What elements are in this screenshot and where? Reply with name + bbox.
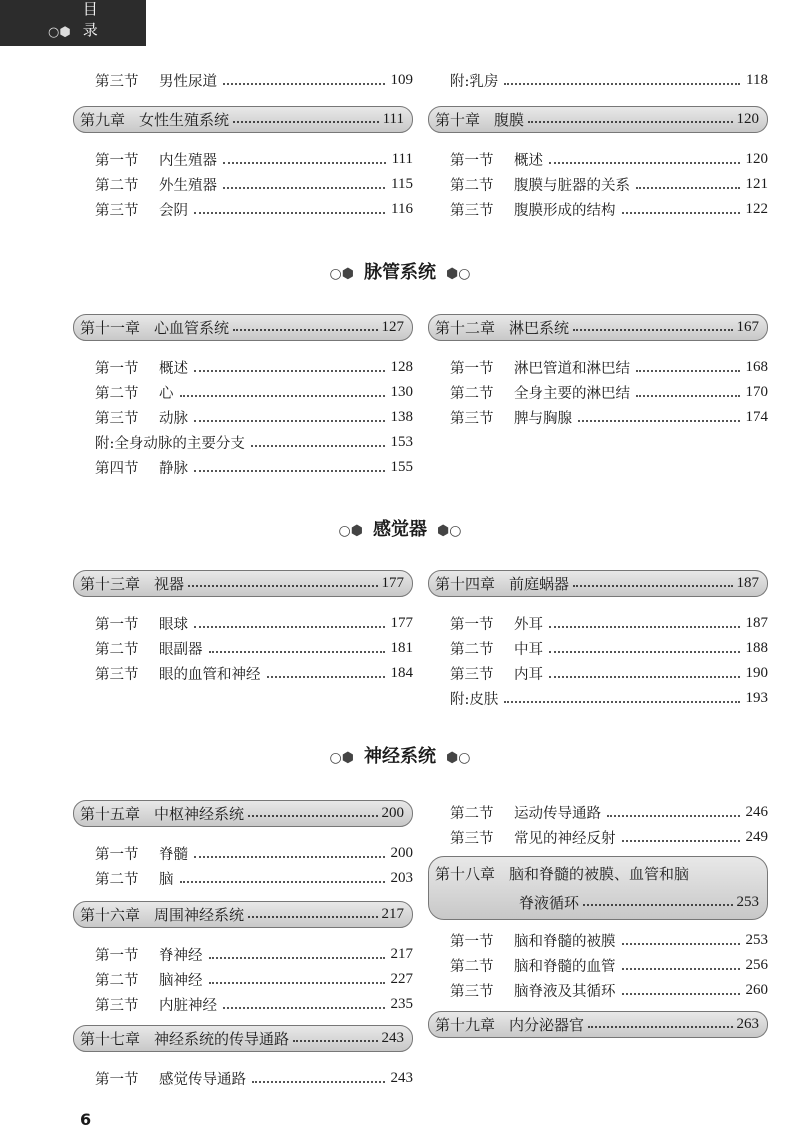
section-heading	[0, 258, 800, 284]
leader-dots	[248, 916, 377, 918]
leader-dots	[549, 626, 740, 628]
entry-title: 感觉传导通路	[159, 1072, 246, 1088]
entry-title: 腹膜形成的结构	[514, 203, 616, 219]
entry-page: 187	[745, 615, 768, 631]
entry-title: 脊髓	[159, 847, 188, 863]
toc-entry[interactable]	[428, 68, 768, 93]
entry-title: 外耳	[514, 617, 543, 633]
toc-entry[interactable]	[73, 942, 413, 967]
entry-title: 静脉	[159, 461, 188, 477]
leader-dots	[549, 162, 740, 164]
leader-dots	[293, 1040, 377, 1042]
header-tab	[0, 0, 146, 46]
entry-number: 第二节	[450, 642, 494, 658]
entry-page: 168	[745, 359, 768, 375]
entry-page: 122	[745, 201, 768, 217]
toc-entry[interactable]	[73, 455, 413, 480]
entry-title: 外生殖器	[159, 178, 217, 194]
entry-title: 内脏神经	[159, 998, 217, 1014]
toc-entry[interactable]	[428, 405, 768, 430]
entry-title: 脑和脊髓的血管	[514, 959, 616, 975]
chapter-13-block	[73, 570, 413, 686]
entry-title: 脑	[159, 872, 174, 888]
toc-entry[interactable]	[428, 686, 768, 711]
leader-dots	[223, 1007, 385, 1009]
toc-entry[interactable]	[73, 380, 413, 405]
chapter-page: 200	[381, 805, 404, 821]
entry-number: 第一节	[95, 361, 139, 377]
entry-page: 155	[390, 459, 413, 475]
toc-entry[interactable]	[428, 953, 768, 978]
entry-number: 第三节	[95, 203, 139, 219]
entry-page: 243	[390, 1070, 413, 1086]
leader-dots	[636, 187, 740, 189]
entry-number: 附:	[450, 74, 470, 90]
chapter-name: 女性生殖系统	[139, 111, 230, 129]
leader-dots	[209, 651, 385, 653]
entry-number: 附:	[95, 436, 115, 452]
entry-number: 第三节	[450, 984, 494, 1000]
entry-title: 脑脊液及其循环	[514, 984, 616, 1000]
leader-dots	[267, 676, 385, 678]
chapter-name: 中枢神经系统	[154, 805, 245, 823]
entry-title: 乳房	[469, 74, 499, 90]
entry-number: 第二节	[450, 178, 494, 194]
toc-entry[interactable]	[428, 800, 768, 825]
entry-number: 第二节	[450, 959, 494, 975]
entry-number: 第一节	[450, 617, 494, 633]
entry-title: 脊神经	[159, 948, 203, 964]
entry-number: 第二节	[95, 642, 139, 658]
chapter-name: 神经系统的传导通路	[154, 1030, 290, 1048]
entry-page: 111	[391, 151, 413, 167]
hexagon-icon: ⬢○	[437, 523, 462, 539]
entry-number: 第一节	[95, 847, 139, 863]
toc-entry[interactable]	[73, 661, 413, 686]
entry-number: 第一节	[450, 361, 494, 377]
col-left-block1	[73, 68, 413, 93]
chapter-9-block	[73, 106, 413, 222]
entry-number: 第三节	[95, 667, 139, 683]
entry-title: 概述	[159, 361, 188, 377]
toc-entry[interactable]	[428, 825, 768, 850]
chapter-name: 内分泌器官	[509, 1016, 585, 1034]
chapter-heading[interactable]	[428, 1011, 768, 1038]
entry-page: 177	[390, 615, 413, 631]
chapter-number: 第十八章	[435, 865, 496, 883]
toc-entry[interactable]	[73, 430, 413, 455]
leader-dots	[194, 470, 385, 472]
entry-title: 脑和脊髓的被膜	[514, 934, 616, 950]
page-number: 6	[80, 1110, 92, 1129]
chapter-heading[interactable]	[73, 570, 413, 597]
entry-title: 会阴	[159, 203, 188, 219]
leader-dots	[248, 815, 377, 817]
chapter-page: 167	[736, 319, 759, 335]
entry-title: 中耳	[514, 642, 543, 658]
leader-dots	[504, 701, 739, 703]
toc-entry[interactable]	[428, 197, 768, 222]
toc-entry[interactable]	[428, 380, 768, 405]
entry-page: 181	[390, 640, 413, 656]
toc-entry[interactable]	[428, 636, 768, 661]
leader-dots	[504, 83, 740, 85]
entry-title: 心	[159, 386, 174, 402]
toc-entry[interactable]	[73, 636, 413, 661]
hexagon-icon: ⬢○	[446, 266, 471, 282]
entry-title: 全身动脉的主要分支	[114, 436, 245, 452]
toc-entry[interactable]	[428, 661, 768, 686]
toc-entry[interactable]	[428, 978, 768, 1003]
entry-page: 260	[745, 982, 768, 998]
chapter-12-block	[428, 314, 768, 430]
entry-page: 120	[745, 151, 768, 167]
chapter-name-line2: 脊液循环	[519, 894, 580, 912]
entry-number: 第一节	[450, 934, 494, 950]
chapter-name: 周围神经系统	[154, 906, 245, 924]
entry-page: 217	[390, 946, 413, 962]
entry-number: 第二节	[95, 973, 139, 989]
entry-number: 附:	[450, 692, 470, 708]
leader-dots	[622, 840, 740, 842]
section-title: 脉管系统	[364, 262, 436, 283]
entry-number: 第三节	[95, 411, 139, 427]
entry-page: 188	[745, 640, 768, 656]
toc-entry[interactable]	[73, 405, 413, 430]
entry-number: 第一节	[450, 153, 494, 169]
entry-title: 皮肤	[469, 692, 499, 708]
chapter-name: 视器	[154, 575, 185, 593]
entry-page: 115	[391, 176, 413, 192]
leader-dots	[622, 993, 740, 995]
chapter-name: 脑和脊髓的被膜、血管和脑	[509, 865, 690, 883]
entry-number: 第二节	[450, 806, 494, 822]
toc-entry[interactable]	[73, 147, 413, 172]
chapter-number: 第十六章	[80, 906, 141, 924]
leader-dots	[622, 212, 740, 214]
entry-number: 第三节	[95, 998, 139, 1014]
entry-page: 184	[390, 665, 413, 681]
chapter-name: 腹膜	[494, 111, 525, 129]
toc-entry[interactable]	[73, 197, 413, 222]
leader-dots	[194, 626, 385, 628]
leader-dots	[209, 957, 385, 959]
entry-title: 腹膜与脏器的关系	[514, 178, 630, 194]
chapter-heading[interactable]	[73, 901, 413, 928]
hexagon-icon: ○⬢	[48, 25, 71, 40]
toc-entry[interactable]	[73, 355, 413, 380]
chapter-number: 第九章	[80, 111, 126, 129]
leader-dots	[188, 585, 377, 587]
entry-page: 256	[745, 957, 768, 973]
entry-page: 153	[390, 434, 413, 450]
entry-number: 第一节	[95, 153, 139, 169]
header-title: 目录	[82, 0, 116, 39]
entry-number: 第三节	[450, 411, 494, 427]
leader-dots	[251, 445, 385, 447]
chapter-heading[interactable]	[428, 106, 768, 133]
chapter-name: 前庭蜗器	[509, 575, 570, 593]
entry-title: 脑神经	[159, 973, 203, 989]
entry-page: 130	[390, 384, 413, 400]
leader-dots	[194, 420, 385, 422]
leader-dots	[583, 904, 732, 906]
toc-entry[interactable]	[73, 992, 413, 1017]
chapter-heading[interactable]	[73, 1025, 413, 1052]
entry-title: 淋巴管道和淋巴结	[514, 361, 630, 377]
toc-entry[interactable]	[428, 611, 768, 636]
entry-page: 116	[391, 201, 413, 217]
entry-title: 运动传导通路	[514, 806, 601, 822]
entry-page: 227	[390, 971, 413, 987]
toc-entry[interactable]	[73, 841, 413, 866]
leader-dots	[549, 651, 740, 653]
chapter-heading[interactable]	[73, 314, 413, 341]
leader-dots	[223, 83, 385, 85]
leader-dots	[223, 187, 385, 189]
entry-number: 第二节	[450, 386, 494, 402]
leader-dots	[194, 212, 385, 214]
chapter-number: 第十九章	[435, 1016, 496, 1034]
leader-dots	[622, 968, 740, 970]
section-heading	[0, 515, 800, 541]
entry-title: 男性尿道	[159, 74, 217, 90]
entry-page: 109	[390, 72, 413, 88]
leader-dots	[636, 395, 740, 397]
chapter-page: 127	[381, 319, 404, 335]
toc-entry[interactable]	[73, 68, 413, 93]
toc-entry[interactable]	[428, 355, 768, 380]
entry-title: 内耳	[514, 667, 543, 683]
section-title: 神经系统	[364, 746, 436, 767]
chapter-page: 177	[381, 575, 404, 591]
leader-dots	[588, 1026, 732, 1028]
entry-number: 第二节	[95, 872, 139, 888]
entry-title: 动脉	[159, 411, 188, 427]
leader-dots	[578, 420, 740, 422]
chapter-page: 217	[381, 906, 404, 922]
hexagon-icon: ⬢○	[446, 750, 471, 766]
leader-dots	[209, 982, 385, 984]
chapter-number: 第十一章	[80, 319, 141, 337]
toc-entry[interactable]	[73, 1066, 413, 1091]
entry-page: 235	[390, 996, 413, 1012]
leader-dots	[194, 856, 385, 858]
leader-dots	[233, 121, 379, 123]
entry-number: 第三节	[95, 74, 139, 90]
entry-title: 脾与胸腺	[514, 411, 572, 427]
entry-page: 138	[390, 409, 413, 425]
entry-title: 常见的神经反射	[514, 831, 616, 847]
entry-title: 全身主要的淋巴结	[514, 386, 630, 402]
entry-title: 眼球	[159, 617, 188, 633]
chapter-page: 253	[736, 894, 759, 910]
chapter-number: 第十章	[435, 111, 481, 129]
hexagon-icon: ○⬢	[338, 523, 363, 539]
chapter-page: 120	[736, 111, 759, 127]
chapter-page: 263	[736, 1016, 759, 1032]
entry-page: 246	[745, 804, 768, 820]
toc-entry[interactable]	[73, 866, 413, 891]
leader-dots	[528, 121, 732, 123]
chapter-14-block	[428, 570, 768, 711]
chapter-heading[interactable]	[428, 570, 768, 597]
entry-title: 内生殖器	[159, 153, 217, 169]
leader-dots	[607, 815, 740, 817]
chapter-heading[interactable]	[73, 106, 413, 133]
chapter-number: 第十七章	[80, 1030, 141, 1048]
toc-entry[interactable]	[73, 611, 413, 636]
leader-dots	[180, 395, 385, 397]
leader-dots	[636, 370, 740, 372]
toc-entry[interactable]	[73, 172, 413, 197]
col-right-block1	[428, 68, 768, 93]
chapter-number: 第十四章	[435, 575, 496, 593]
entry-page: 203	[390, 870, 413, 886]
leader-dots	[180, 881, 385, 883]
section-title: 感觉器	[373, 519, 427, 540]
chapter-name: 淋巴系统	[509, 319, 570, 337]
entry-page: 121	[745, 176, 768, 192]
entry-page: 249	[745, 829, 768, 845]
entry-number: 第一节	[95, 1072, 139, 1088]
leader-dots	[549, 676, 740, 678]
leader-dots	[573, 329, 732, 331]
section-heading	[0, 742, 800, 768]
entry-page: 200	[390, 845, 413, 861]
entry-title: 眼副器	[159, 642, 203, 658]
leader-dots	[223, 162, 386, 164]
leader-dots	[233, 329, 377, 331]
chapter-heading-tall[interactable]	[428, 856, 768, 920]
entry-page: 190	[745, 665, 768, 681]
entry-number: 第二节	[95, 386, 139, 402]
entry-number: 第三节	[450, 667, 494, 683]
chapter-10-block	[428, 106, 768, 222]
entry-title: 概述	[514, 153, 543, 169]
entry-number: 第一节	[95, 948, 139, 964]
chapter-name: 心血管系统	[154, 319, 230, 337]
entry-page: 174	[745, 409, 768, 425]
chapter-15-17-column	[73, 800, 413, 1091]
leader-dots	[622, 943, 740, 945]
entry-title: 眼的血管和神经	[159, 667, 261, 683]
entry-page: 128	[390, 359, 413, 375]
entry-number: 第二节	[95, 178, 139, 194]
toc-entry[interactable]	[73, 967, 413, 992]
toc-entry[interactable]	[428, 147, 768, 172]
entry-number: 第三节	[450, 203, 494, 219]
entry-page: 170	[745, 384, 768, 400]
chapter-page: 187	[736, 575, 759, 591]
chapter-11-block	[73, 314, 413, 480]
chapter-number: 第十五章	[80, 805, 141, 823]
entry-page: 118	[746, 72, 768, 88]
entry-number: 第四节	[95, 461, 139, 477]
leader-dots	[194, 370, 385, 372]
entry-page: 253	[745, 932, 768, 948]
chapter-heading[interactable]	[428, 314, 768, 341]
entry-number: 第三节	[450, 831, 494, 847]
entry-number: 第一节	[95, 617, 139, 633]
toc-entry[interactable]	[428, 172, 768, 197]
chapter-page: 111	[382, 111, 404, 127]
chapter-page: 243	[381, 1030, 404, 1046]
hexagon-icon: ○⬢	[329, 750, 354, 766]
toc-entry[interactable]	[428, 928, 768, 953]
hexagon-icon: ○⬢	[329, 266, 354, 282]
chapter-number: 第十三章	[80, 575, 141, 593]
chapter-17-19-column	[428, 800, 768, 1038]
entry-page: 193	[745, 690, 768, 706]
chapter-number: 第十二章	[435, 319, 496, 337]
chapter-heading[interactable]	[73, 800, 413, 827]
leader-dots	[573, 585, 732, 587]
leader-dots	[252, 1081, 385, 1083]
